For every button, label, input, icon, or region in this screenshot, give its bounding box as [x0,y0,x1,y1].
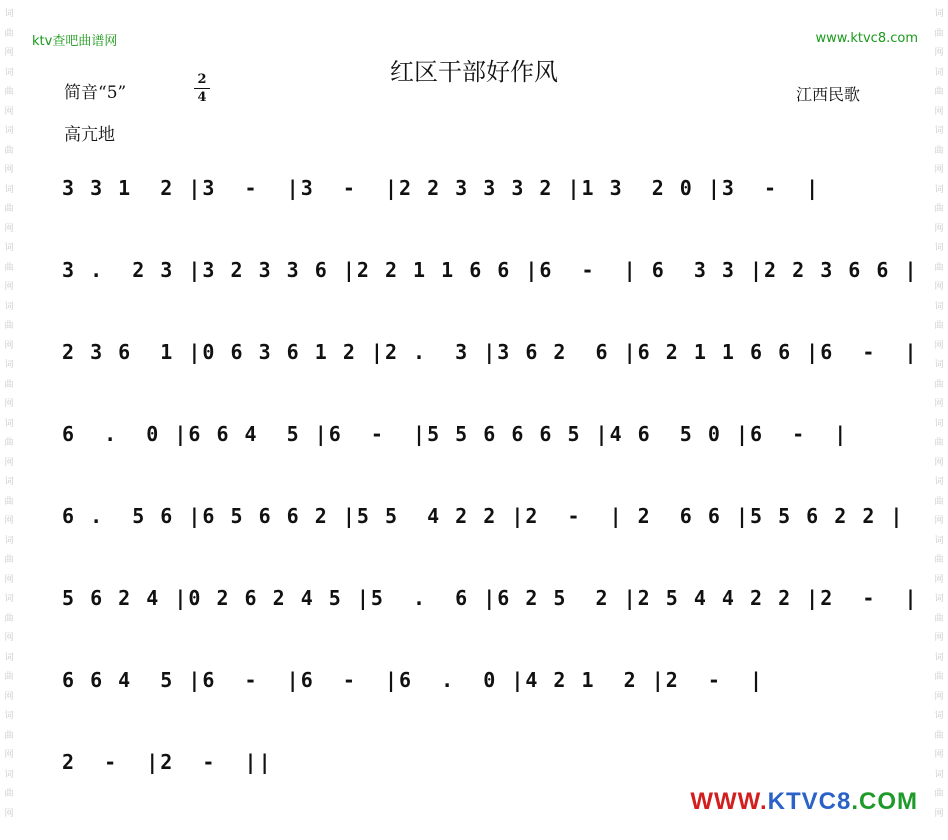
watermark-glyph: 网 [934,750,944,760]
right-watermark-strip [930,0,948,840]
watermark-glyph: 曲 [934,87,944,97]
time-signature [194,72,210,105]
watermark-glyph: 曲 [934,262,944,273]
song-title: 红区干部好作风 [390,58,558,86]
time-signature-top: 2 [197,72,207,87]
watermark-glyph: 曲 [4,28,14,39]
watermark-glyph: 网 [934,399,944,409]
watermark-glyph: 网 [4,399,14,409]
watermark-glyph: 词 [934,418,944,429]
watermark-glyph: 网 [934,808,944,819]
watermark-glyph: 网 [4,574,14,585]
watermark-glyph: 曲 [934,321,944,331]
watermark-glyph: 曲 [934,730,944,741]
watermark-glyph: 网 [4,808,14,819]
watermark-glyph: 网 [934,165,944,175]
watermark-glyph: 网 [4,282,14,292]
watermark-glyph: 词 [934,535,944,546]
watermark-glyph: 网 [4,106,14,117]
watermark-glyph: 词 [934,243,944,253]
watermark-glyph: 词 [934,126,944,136]
watermark-glyph: 网 [934,457,944,468]
watermark-glyph: 曲 [934,145,944,156]
site-brand-logo[interactable] [690,788,918,816]
song-origin: 江西民歌 [796,85,861,104]
performance-register: 高亢地 [64,125,115,145]
site-url-right[interactable]: www.ktvc8.com [815,31,918,46]
notation-line-5: 6 . 5 6 |6 5 6 6 2 |5 5 4 2 2 |2 - | 2 6 6 |5 5 6 2 2 | [62,504,905,528]
watermark-glyph: 词 [4,535,14,546]
notation-line-4: 6 . 0 |6 6 4 5 |6 - |5 5 6 6 6 5 |4 6 5 0 |6 - | [62,422,849,446]
watermark-glyph: 网 [934,340,944,351]
watermark-glyph: 网 [4,633,14,643]
watermark-glyph: 网 [4,223,14,234]
key-info: 简音“5” [64,83,127,103]
watermark-glyph: 网 [934,106,944,117]
watermark-glyph: 网 [934,516,944,526]
watermark-glyph: 词 [934,711,944,721]
watermark-glyph: 词 [934,67,944,78]
notation-line-2: 3 . 2 3 |3 2 3 3 6 |2 2 1 1 6 6 |6 - | 6 3 3 |2 2 3 6 6 | [62,258,919,282]
watermark-glyph: 网 [934,282,944,292]
watermark-glyph: 曲 [934,496,944,507]
watermark-glyph: 曲 [934,613,944,624]
notation-line-3: 2 3 6 1 |0 6 3 6 1 2 |2 . 3 |3 6 2 6 |6 2 1 1 6 6 |6 - | [62,340,919,364]
site-name-left[interactable]: ktv查吧曲谱网 [32,34,118,49]
watermark-glyph: 网 [934,633,944,643]
watermark-glyph: 词 [934,360,944,370]
watermark-glyph: 网 [934,691,944,702]
brand-ktvc8: KTVC8 [767,788,852,815]
notation-line-6: 5 6 2 4 |0 2 6 2 4 5 |5 . 6 |6 2 5 2 |2 5 4 4 2 2 |2 - | [62,586,919,610]
watermark-glyph: 网 [4,48,14,58]
time-signature-bar [194,88,210,89]
watermark-glyph: 曲 [4,613,14,624]
watermark-glyph: 曲 [4,262,14,273]
watermark-glyph: 词 [934,477,944,487]
watermark-glyph: 词 [934,9,944,19]
watermark-glyph: 词 [4,184,14,195]
watermark-glyph: 曲 [4,789,14,799]
notation-line-1: 3 3 1 2 |3 - |3 - |2 2 3 3 3 2 |1 3 2 0 |3 - | [62,176,821,200]
watermark-glyph: 曲 [4,555,14,565]
watermark-glyph: 曲 [4,379,14,390]
watermark-glyph: 词 [4,418,14,429]
watermark-glyph: 词 [4,594,14,604]
brand-www: WWW. [690,788,768,815]
watermark-glyph: 词 [4,126,14,136]
watermark-glyph: 网 [4,340,14,351]
watermark-glyph: 词 [4,9,14,19]
watermark-glyph: 词 [4,301,14,312]
watermark-glyph: 网 [4,457,14,468]
watermark-glyph: 曲 [4,204,14,214]
watermark-glyph: 词 [4,769,14,780]
watermark-glyph: 词 [4,360,14,370]
watermark-glyph: 曲 [934,204,944,214]
watermark-glyph: 曲 [934,438,944,448]
watermark-glyph: 网 [934,574,944,585]
watermark-glyph: 网 [934,48,944,58]
watermark-glyph: 词 [934,184,944,195]
watermark-glyph: 曲 [4,496,14,507]
watermark-glyph: 词 [4,711,14,721]
brand-com: .COM [851,788,918,815]
watermark-glyph: 曲 [4,438,14,448]
watermark-glyph: 网 [4,750,14,760]
watermark-glyph: 曲 [4,672,14,682]
watermark-glyph: 曲 [4,321,14,331]
watermark-glyph: 曲 [934,379,944,390]
watermark-glyph: 网 [934,223,944,234]
watermark-glyph: 词 [4,477,14,487]
watermark-glyph: 词 [4,652,14,663]
left-watermark-strip [0,0,18,840]
watermark-glyph: 曲 [934,672,944,682]
watermark-glyph: 曲 [4,730,14,741]
notation-line-7: 6 6 4 5 |6 - |6 - |6 . 0 |4 2 1 2 |2 - | [62,668,765,692]
watermark-glyph: 网 [4,691,14,702]
notation-line-8: 2 - |2 - || [62,750,273,774]
watermark-glyph: 网 [4,165,14,175]
watermark-glyph: 词 [934,594,944,604]
watermark-glyph: 词 [934,301,944,312]
watermark-glyph: 曲 [934,789,944,799]
watermark-glyph: 网 [4,516,14,526]
watermark-glyph: 词 [4,67,14,78]
watermark-glyph: 词 [4,243,14,253]
watermark-glyph: 曲 [4,145,14,156]
watermark-glyph: 词 [934,652,944,663]
watermark-glyph: 曲 [4,87,14,97]
watermark-glyph: 曲 [934,555,944,565]
time-signature-bottom: 4 [197,90,207,105]
watermark-glyph: 词 [934,769,944,780]
watermark-glyph: 曲 [934,28,944,39]
